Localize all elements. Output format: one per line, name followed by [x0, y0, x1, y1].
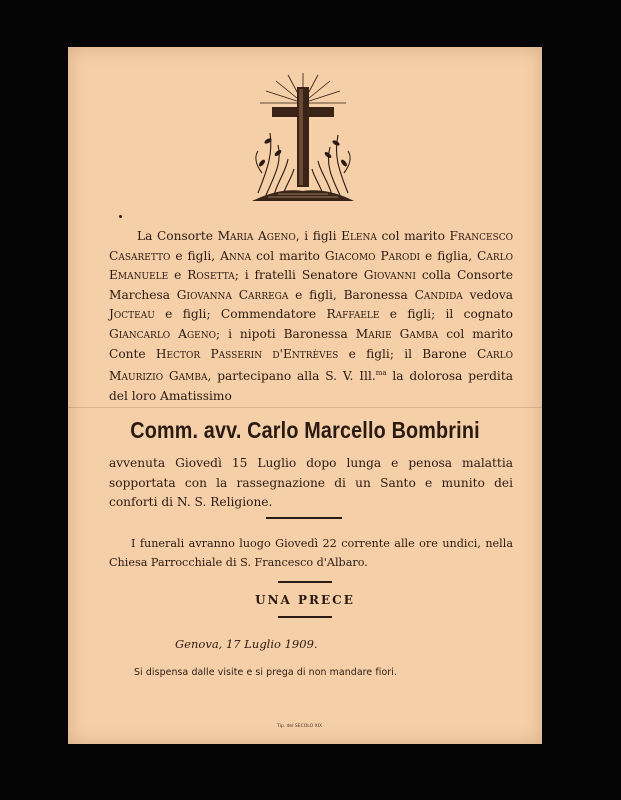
place-date: Genova, 17 Luglio 1909.	[175, 637, 318, 651]
divider-rule	[278, 616, 332, 618]
family-announcement: La Consorte Maria Ageno, i figli Elena col marito Francesco Casaretto e figli, Anna col marito Giacomo Parodi e figlia, Carlo Emanuele e Rosetta; i fratelli Senatore Giovanni colla Consorte Marchesa Giovanna Carrega e figli, Baronessa Candida vedova Jocteau e figli; Commendatore Raffaele e figli; il cognato Giancarlo Ageno; i nipoti Baronessa Marie Gamba col marito Conte Hector Passerin d'Entrèves e figli; il Barone Carlo Maurizio Gamba, partecipano alla S. V. Ill.$^{ma}$ la dolorosa perdita del loro Amatissimo	[109, 229, 514, 403]
name-giancarlo-ageno: Giancarlo Ageno	[109, 326, 216, 341]
printer-imprint: Tip. del SECOLO XIX	[277, 724, 323, 729]
name-marie-gamba: Marie Gamba	[355, 326, 439, 341]
name-francesco-casaretto: Francesco Casaretto	[109, 229, 513, 263]
cross-emblem-icon	[248, 73, 358, 208]
ink-dot	[119, 215, 122, 218]
divider-rule	[278, 581, 332, 583]
name-raffaele: Raffaele	[326, 307, 380, 322]
divider-rule	[266, 517, 342, 519]
funeral-notice-sheet	[68, 47, 542, 744]
name-anna: Anna	[220, 248, 252, 263]
fold-crease	[68, 407, 542, 408]
name-hector-passerin: Hector Passerin d'Entrèves	[155, 346, 339, 361]
name-candida: Candida	[414, 287, 463, 302]
name-carlo-emanuele: Carlo Emanuele	[109, 248, 514, 283]
funeral-details: I funerali avranno luogo Giovedì 22 corrente alle ore undici, nella Chiesa Parrocchiale di S. Francesco d'Albaro.	[109, 537, 513, 569]
name-maria-ageno: Maria Ageno	[217, 229, 296, 243]
no-visits-request: Si dispensa dalle visite e si prega di non mandare fiori.	[134, 667, 398, 678]
death-announcement: avvenuta Giovedì 15 Luglio dopo lunga e penosa malattia sopportata con la rassegnazione di un Santo e munito dei conforti di N. S. Religione.	[109, 456, 513, 510]
name-rosetta: Rosetta	[187, 268, 235, 283]
name-giovanni: Giovanni	[363, 268, 416, 283]
prayer-heading: UNA PRECE	[255, 593, 355, 607]
name-elena: Elena	[341, 229, 377, 243]
name-giovanna-carrega: Giovanna Carrega	[176, 287, 289, 302]
deceased-name-heading: Comm. avv. Carlo Marcello Bombrini	[130, 417, 480, 443]
name-giacomo-parodi: Giacomo Parodi	[324, 248, 421, 263]
name-carlo-maurizio-gamba: Carlo Maurizio Gamba	[109, 346, 514, 384]
name-jocteau: Jocteau	[109, 307, 155, 322]
